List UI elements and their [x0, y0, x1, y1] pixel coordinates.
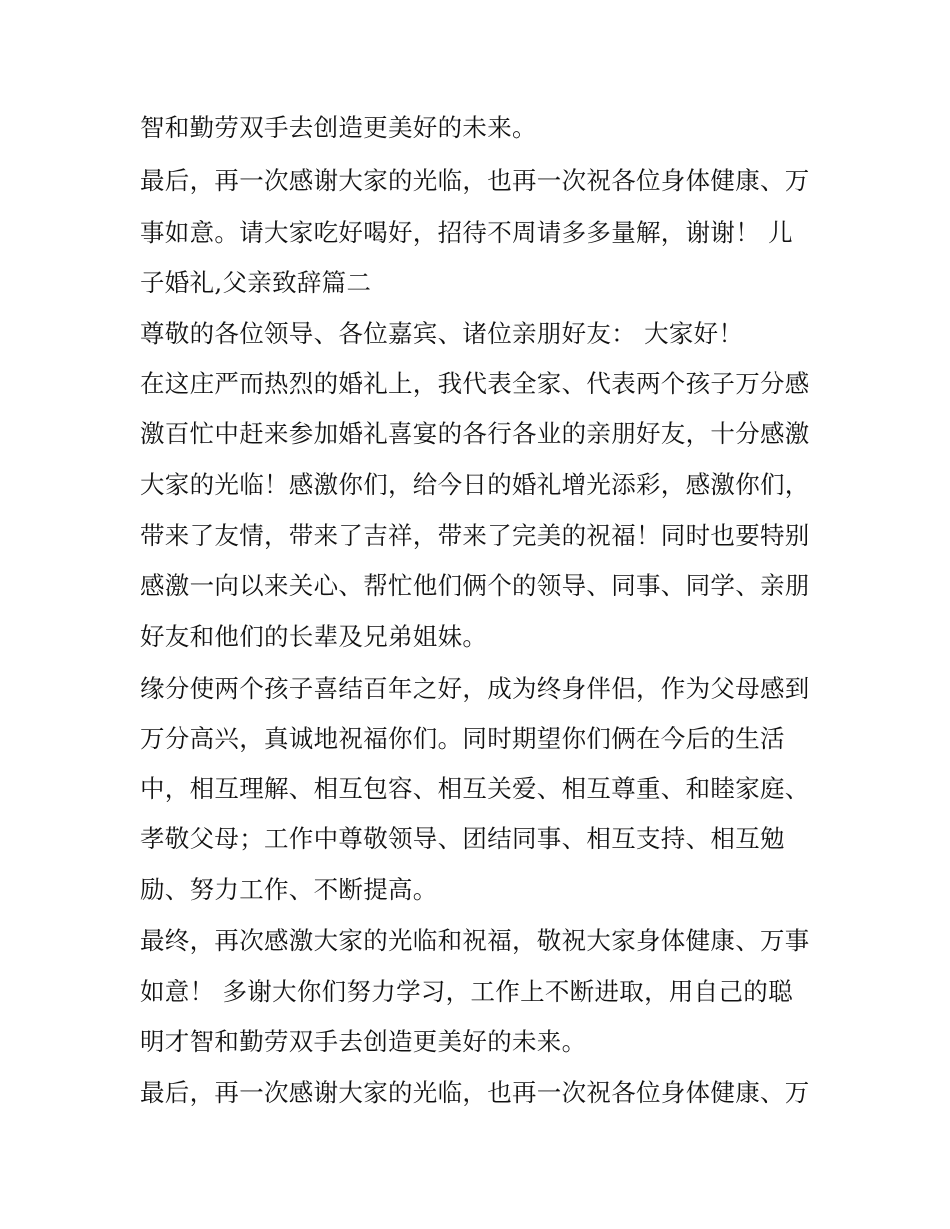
- text-line: 最后，再一次感谢大家的光临，也再一次祝各位身体健康、万: [140, 166, 810, 195]
- text-line: 明才智和勤劳双手去创造更美好的未来。: [140, 1027, 587, 1056]
- text-line: 事如意。请大家吃好喝好，招待不周请多多量解，谢谢！ 儿: [140, 218, 793, 247]
- text-line: 带来了友情，带来了吉祥，带来了完美的祝福！同时也要特别: [140, 521, 810, 550]
- text-line: 缘分使两个孩子喜结百年之好，成为终身伴侣，作为父母感到: [140, 674, 810, 703]
- text-line: 在这庄严而热烈的婚礼上，我代表全家、代表两个孩子万分感: [140, 369, 810, 398]
- text-line: 如意！ 多谢大你们努力学习，工作上不断进取，用自己的聪: [140, 977, 793, 1006]
- text-line: 孝敬父母；工作中尊敬领导、团结同事、相互支持、相互勉: [140, 824, 785, 853]
- text-line: 励、努力工作、不断提高。: [140, 875, 438, 904]
- text-line: 智和勤劳双手去创造更美好的未来。: [140, 113, 537, 142]
- text-line: 最终，再次感激大家的光临和祝福，敬祝大家身体健康、万事: [140, 926, 810, 955]
- text-line: 中，相互理解、相互包容、相互关爱、相互尊重、和睦家庭、: [140, 774, 810, 803]
- text-line: 大家的光临！感激你们，给今日的婚礼增光添彩，感激你们，: [140, 470, 810, 499]
- text-line: 尊敬的各位领导、各位嘉宾、诸位亲朋好友： 大家好！: [140, 319, 744, 348]
- text-line: 激百忙中赶来参加婚礼喜宴的各行各业的亲朋好友，十分感激: [140, 419, 810, 448]
- text-line: 最后，再一次感谢大家的光临，也再一次祝各位身体健康、万: [140, 1078, 810, 1107]
- text-line: 万分高兴，真诚地祝福你们。同时期望你们俩在今后的生活: [140, 724, 785, 753]
- text-line: 感激一向以来关心、帮忙他们俩个的领导、同事、同学、亲朋: [140, 571, 810, 600]
- section-heading: 子婚礼,父亲致辞篇二: [140, 268, 372, 297]
- text-line: 好友和他们的长辈及兄弟姐妹。: [140, 622, 488, 651]
